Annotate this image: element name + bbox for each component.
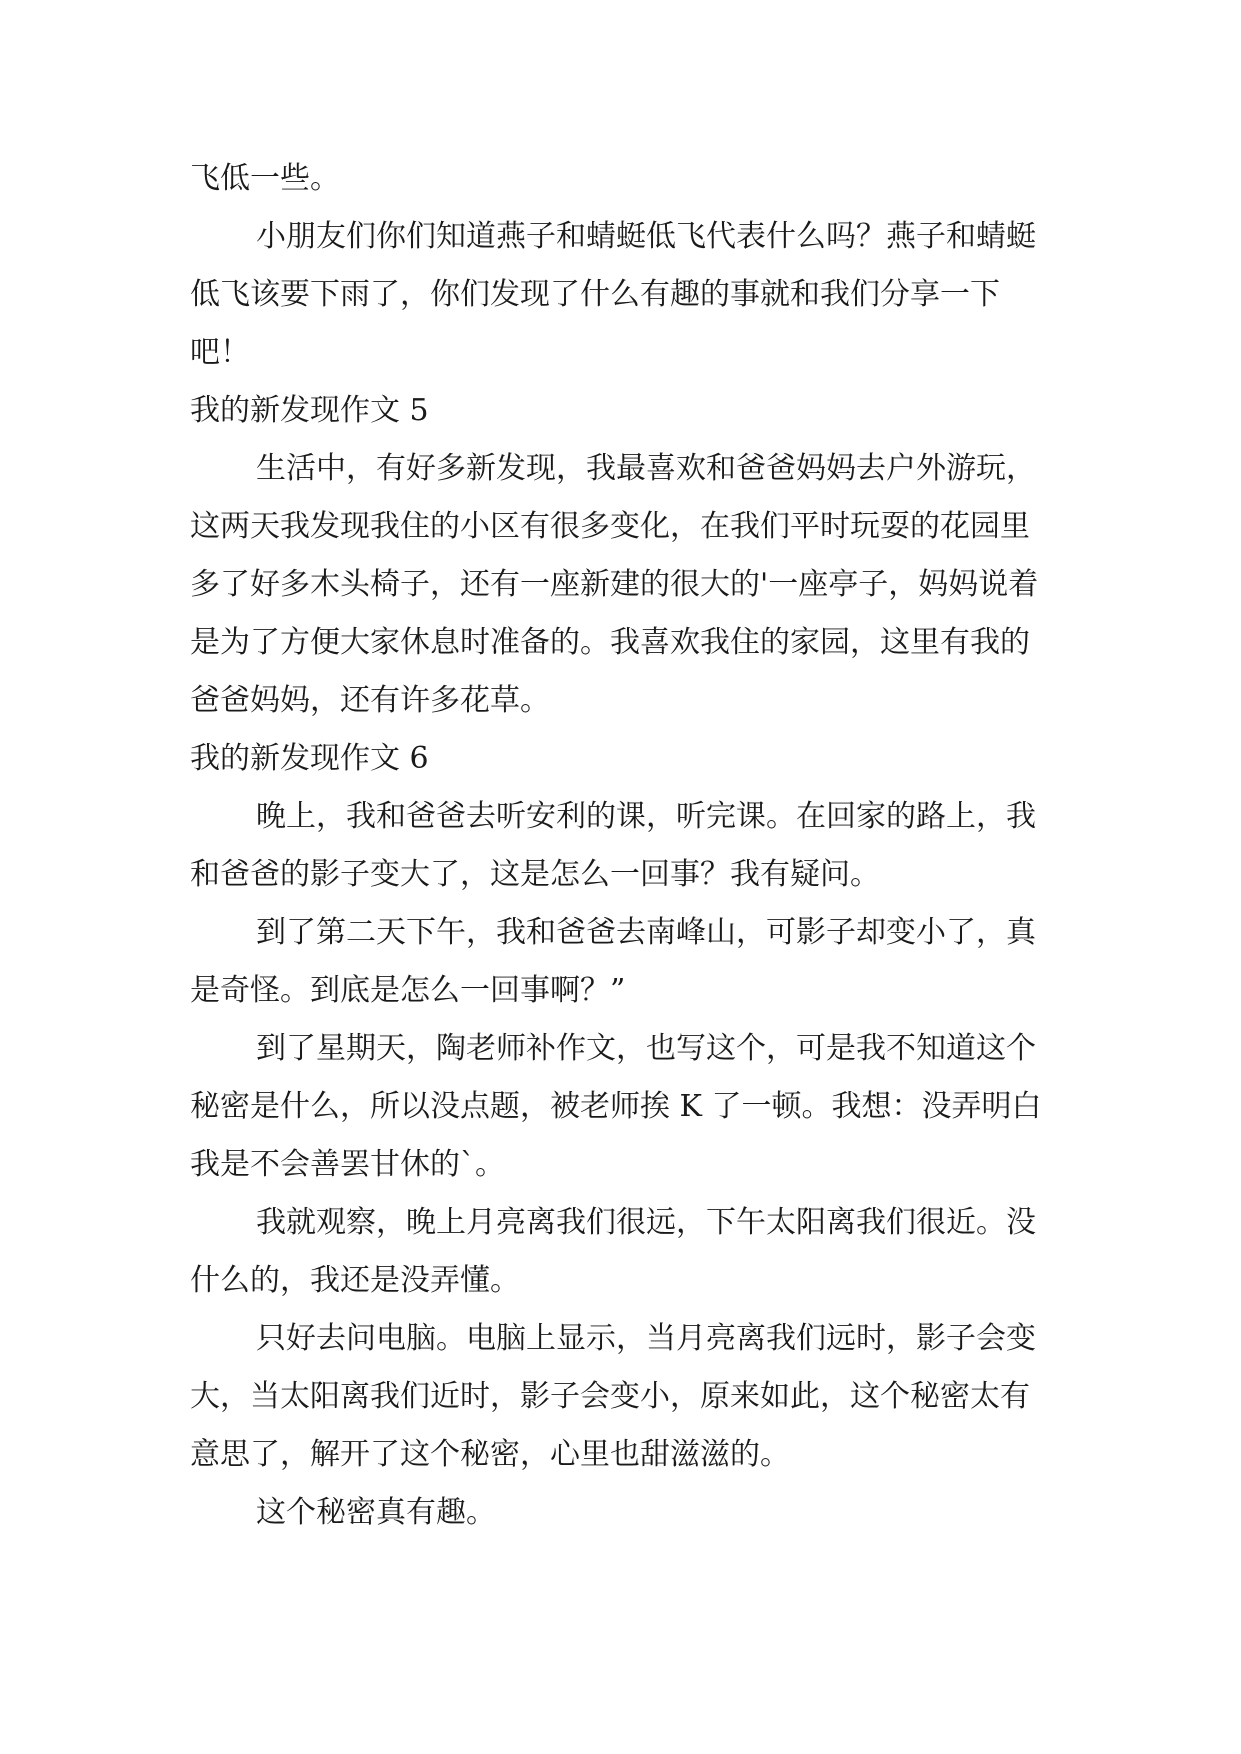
paragraph: 小朋友们你们知道燕子和蜻蜓低飞代表什么吗？燕子和蜻蜓低飞该要下雨了，你们发现了什么有趣的事就和我们分享一下吧！ xyxy=(190,219,1036,370)
paragraph: 生活中，有好多新发现，我最喜欢和爸爸妈妈去户外游玩，这两天我发现我住的小区有很多变化，在我们平时玩耍的花园里多了好多木头椅子，还有一座新建的很大的'一座亭子，妈妈说着是为了方便大家休息时准备的。我喜欢我住的家园，这里有我的爸爸妈妈，还有许多花草。 xyxy=(190,451,1039,718)
paragraph: 只好去问电脑。电脑上显示，当月亮离我们远时，影子会变大，当太阳离我们近时，影子会变小，原来如此，这个秘密太有意思了，解开了这个秘密，心里也甜滋滋的。 xyxy=(190,1321,1036,1472)
section-heading: 我的新发现作文 6 xyxy=(190,741,429,776)
paragraph-continuation: 飞低一些。 xyxy=(190,161,340,196)
paragraph: 这个秘密真有趣。 xyxy=(256,1495,496,1530)
paragraph: 到了第二天下午，我和爸爸去南峰山，可影子却变小了，真是奇怪。到底是怎么一回事啊？” xyxy=(190,915,1036,1008)
paragraph: 我就观察，晚上月亮离我们很远，下午太阳离我们很近。没什么的，我还是没弄懂。 xyxy=(190,1205,1036,1298)
document-body xyxy=(190,150,1050,1542)
paragraph: 晚上，我和爸爸去听安利的课，听完课。在回家的路上，我和爸爸的影子变大了，这是怎么一回事？我有疑问。 xyxy=(190,799,1036,892)
paragraph: 到了星期天，陶老师补作文，也写这个，可是我不知道这个秘密是什么，所以没点题，被老师挨 K 了一顿。我想：没弄明白我是不会善罢甘休的`。 xyxy=(190,1031,1042,1182)
section-heading: 我的新发现作文 5 xyxy=(190,393,429,428)
